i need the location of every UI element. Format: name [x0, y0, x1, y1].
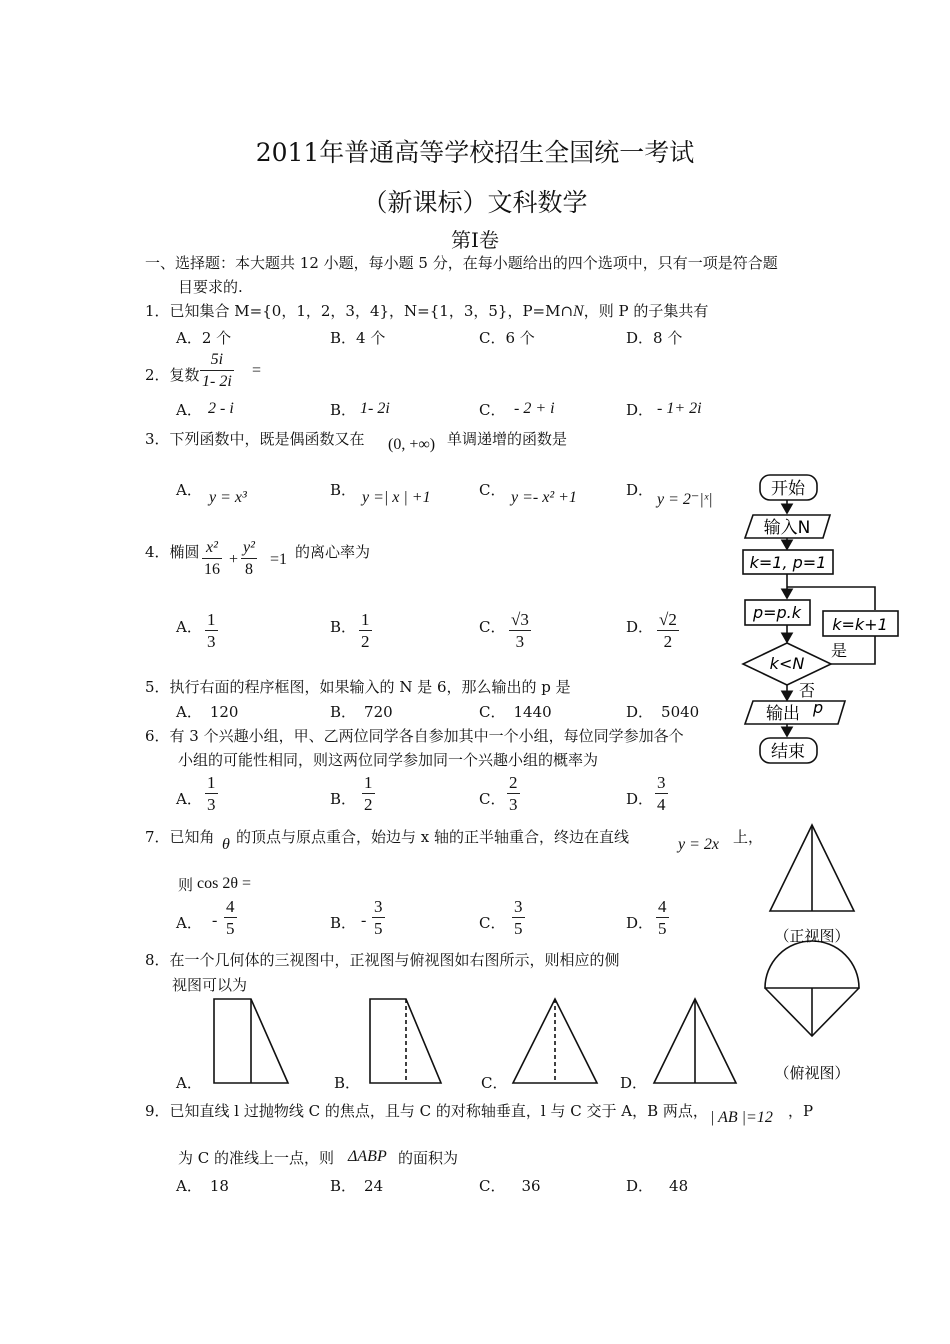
q4-stem: 4．椭圆: [145, 543, 200, 561]
q5-option-a: A． 120: [176, 703, 239, 721]
q6-label-d: D．: [626, 790, 654, 808]
q7-expr: cos 2θ =: [197, 875, 252, 892]
q8-option-a-figure: [214, 999, 288, 1083]
q1-stem: 1．已知集合 M={0，1，2，3，4}，N={1，3，5}，P=M∩N，则 P 的子集共有: [145, 302, 709, 320]
q9-ab-length: | AB |=12: [710, 1109, 773, 1126]
flow-condition-label: k<N: [769, 654, 805, 673]
q7-stem2: 则: [178, 876, 194, 894]
q2-option-c: - 2 + i: [514, 400, 555, 417]
q5-option-c: C． 1440: [479, 703, 552, 721]
q4-label-d: D．: [626, 618, 654, 636]
q7-label-c: C．: [479, 914, 506, 932]
q7-sign-a: -: [212, 912, 218, 929]
q7-line: y = 2x: [678, 836, 719, 853]
q8-label-b: B．: [334, 1074, 361, 1092]
q9-option-a: A． 18: [176, 1177, 229, 1195]
q4-option-d: $\frac{√2}{2}$: [659, 610, 677, 651]
q3-stem-b: 单调递增的函数是: [447, 430, 568, 448]
q1-option-d: D．8 个: [626, 329, 683, 347]
q4-label-a: A．: [176, 618, 202, 636]
q7-theta: θ: [222, 836, 230, 853]
q8-option-b-figure: [370, 999, 441, 1083]
q8-label-a: A．: [176, 1074, 202, 1092]
q7-option-b: $\frac{3}{5}$: [374, 897, 383, 938]
q1-option-b: B．4 个: [330, 329, 386, 347]
q8-stem: 8．在一个几何体的三视图中，正视图与俯视图如右图所示，则相应的侧: [145, 951, 620, 969]
q4-option-b: $\frac{1}{2}$: [361, 610, 370, 651]
q6-label-c: C．: [479, 790, 506, 808]
q9-option-d: D． 48: [626, 1177, 689, 1195]
q4-equals-one: =1: [270, 551, 288, 568]
q9-stem: 9．已知直线 l 过抛物线 C 的焦点，且与 C 的对称轴垂直，l 与 C 交于 A，B 两点，: [145, 1102, 708, 1120]
q4-option-c: $\frac{√3}{3}$: [511, 610, 529, 651]
flow-output-var: p: [813, 698, 824, 717]
q7-stem-b: 的顶点与原点重合，始边与 x 轴的正半轴重合，终边在直线: [236, 828, 629, 846]
top-view-label: （俯视图）: [774, 1064, 850, 1082]
q7-label-b: B．: [330, 914, 357, 932]
page-subtitle: （新课标）文科数学: [362, 188, 588, 217]
q6-stem-cont: 小组的可能性相同，则这两位同学参加同一个兴趣小组的概率为: [178, 751, 599, 769]
flow-output-label: 输出: [766, 704, 800, 724]
q5-option-b: B． 720: [330, 703, 393, 721]
flow-init-label: k=1, p=1: [749, 553, 827, 572]
q7-stem-a: 7．已知角: [145, 828, 215, 846]
q9-stem-b: ，P: [788, 1102, 814, 1120]
q5-stem: 5．执行右面的程序框图，如果输入的 N 是 6，那么输出的 p 是: [145, 678, 571, 696]
flow-increment-label: k=k+1: [832, 615, 888, 634]
front-view-label: （正视图）: [774, 927, 850, 945]
q9-option-b: B． 24: [330, 1177, 384, 1195]
q2-equals: =: [252, 362, 262, 379]
q7-option-a: $\frac{4}{5}$: [226, 897, 235, 938]
q8-option-d-figure: [654, 999, 736, 1083]
flow-input-label: 输入N: [763, 518, 811, 538]
q6-stem: 6．有 3 个兴趣小组，甲、乙两位同学各自参加其中一个小组，每位同学参加各个: [145, 727, 684, 745]
q7-option-c: $\frac{3}{5}$: [514, 897, 523, 938]
volume-label: 第Ⅰ卷: [451, 228, 499, 252]
q3-label-d: D．: [626, 481, 654, 499]
flow-start-label: 开始: [771, 479, 805, 499]
flow-no-label: 否: [799, 681, 816, 700]
q1-option-c: C．6 个: [479, 329, 535, 347]
q2-option-a: 2 - i: [208, 400, 234, 417]
q3-option-d: y = 2⁻|ˣ|: [657, 491, 713, 508]
flow-yes-label: 是: [831, 641, 848, 660]
flow-calc-label: p=p.k: [752, 603, 802, 622]
q3-interval: (0, +∞): [388, 436, 436, 453]
q2-label-d: D．: [626, 401, 654, 419]
q7-sign-b: -: [361, 912, 367, 929]
q2-stem: 2．复数: [145, 366, 200, 384]
q4-plus: +: [229, 551, 239, 568]
q3-option-b: y =| x | +1: [362, 489, 431, 506]
section-heading: 一、选择题：本大题共 12 小题，每小题 5 分，在每小题给出的四个选项中，只有一项是符合题: [145, 254, 778, 272]
section-heading-cont: 目要求的.: [178, 278, 243, 296]
q9-stem2-a: 为 C 的准线上一点，则: [178, 1149, 335, 1167]
q8-stem-cont: 视图可以为: [172, 976, 248, 994]
q3-label-b: B．: [330, 481, 357, 499]
page-title: 2011年普通高等学校招生全国统一考试: [255, 138, 695, 167]
q8-option-c-figure: [513, 999, 597, 1083]
three-view-figures: [755, 820, 875, 1090]
q3-label-a: A．: [176, 481, 202, 499]
q9-stem2-b: 的面积为: [398, 1149, 459, 1167]
q2-label-a: A．: [176, 401, 202, 419]
q7-stem-c: 上，: [733, 828, 764, 846]
q4-label-b: B．: [330, 618, 357, 636]
q3-option-c: y =- x² +1: [511, 489, 577, 506]
q6-label-a: A．: [176, 790, 202, 808]
q5-option-d: D． 5040: [626, 703, 700, 721]
q1-option-a: A．2 个: [176, 329, 232, 347]
q2-fraction: $\frac{5i}{1- 2i}$: [202, 351, 232, 390]
q6-option-a: $\frac{1}{3}$: [207, 773, 216, 814]
q2-label-b: B．: [330, 401, 357, 419]
q2-label-c: C．: [479, 401, 506, 419]
q2-option-b: 1- 2i: [360, 400, 390, 417]
q7-label-a: A．: [176, 914, 202, 932]
q2-option-d: - 1+ 2i: [657, 400, 702, 417]
q3-option-a: y = x³: [209, 489, 247, 506]
q6-label-b: B．: [330, 790, 357, 808]
q6-option-c: $\frac{2}{3}$: [509, 773, 518, 814]
q4-option-a: $\frac{1}{3}$: [207, 610, 216, 651]
q4-fraction-x: $\frac{\text{x²}}{16}$: [204, 539, 220, 578]
flow-end-label: 结束: [771, 742, 805, 762]
q3-label-c: C．: [479, 481, 506, 499]
q4-fraction-y: $\frac{\text{y²}}{8}$: [243, 539, 255, 578]
q9-option-c: C． 36: [479, 1177, 541, 1195]
q8-label-c: C．: [481, 1074, 508, 1092]
flowchart: [735, 470, 905, 770]
q7-option-d: $\frac{4}{5}$: [658, 897, 667, 938]
q3-stem-a: 3．下列函数中，既是偶函数又在: [145, 430, 365, 448]
q7-label-d: D．: [626, 914, 654, 932]
q6-option-d: $\frac{3}{4}$: [657, 773, 666, 814]
top-view-semicircle: [765, 941, 859, 988]
q6-option-b: $\frac{1}{2}$: [364, 773, 373, 814]
q4-label-c: C．: [479, 618, 506, 636]
q8-label-d: D．: [620, 1074, 648, 1092]
q9-triangle: ΔABP: [348, 1148, 387, 1165]
q4-stem-b: 的离心率为: [295, 543, 371, 561]
